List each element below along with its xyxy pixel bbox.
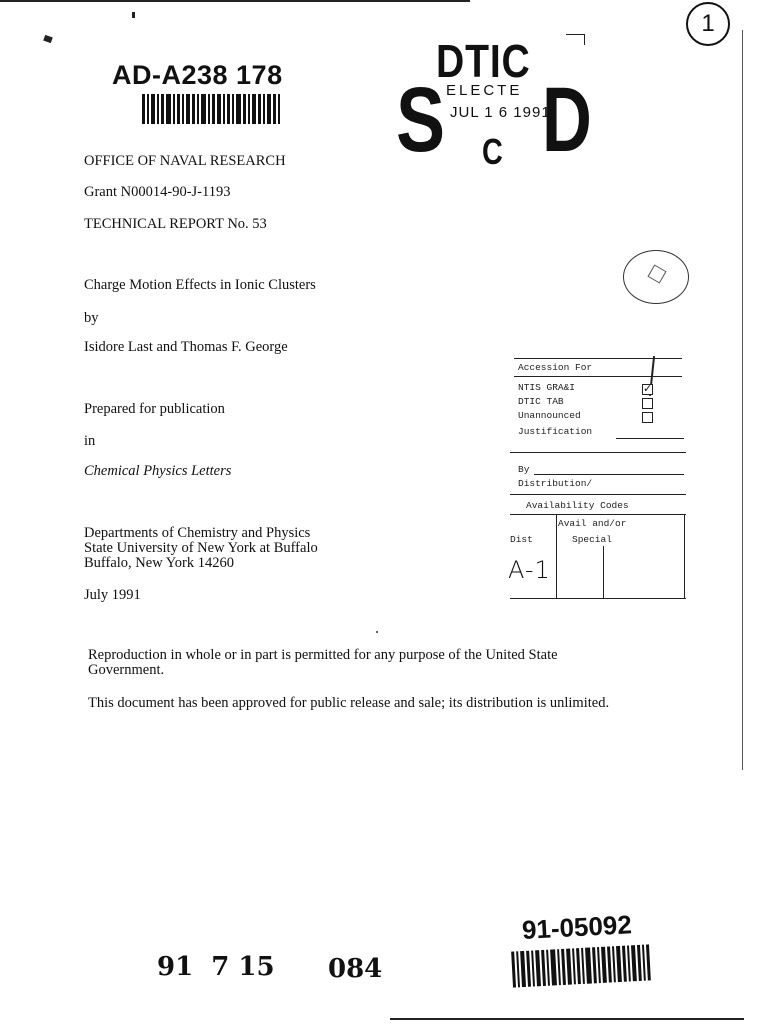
journal-name: Chemical Physics Letters bbox=[84, 463, 232, 479]
affiliation-line-1: Departments of Chemistry and Physics bbox=[84, 525, 311, 541]
form-rule bbox=[510, 452, 686, 453]
scan-mark bbox=[132, 12, 135, 18]
form-rule bbox=[616, 438, 684, 439]
prepared-for: Prepared for publication bbox=[84, 401, 225, 417]
office-name: OFFICE OF NAVAL RESEARCH bbox=[84, 153, 286, 169]
checkbox-unannounced bbox=[642, 412, 653, 423]
form-rule bbox=[514, 376, 682, 377]
form-row-ntis: NTIS GRA&I bbox=[518, 382, 576, 393]
form-special: Special bbox=[572, 534, 612, 545]
in-label: in bbox=[84, 433, 96, 449]
report-title: Charge Motion Effects in Ionic Clusters bbox=[84, 277, 316, 293]
form-row-justification: Justification bbox=[518, 426, 593, 437]
report-number: TECHNICAL REPORT No. 53 bbox=[84, 216, 267, 232]
report-date: July 1991 bbox=[84, 587, 141, 603]
accession-number: AD-A238 178 bbox=[112, 60, 283, 90]
form-distribution: Distribution/ bbox=[518, 478, 593, 489]
checkbox-dtic-tab bbox=[642, 398, 653, 409]
footer-code-left: 91 7 15 bbox=[157, 952, 275, 982]
dtic-title: DTIC bbox=[436, 35, 531, 87]
by-label: by bbox=[84, 310, 99, 326]
seal-mark bbox=[647, 264, 666, 283]
dtic-letter-s: S bbox=[396, 69, 446, 171]
accession-form bbox=[500, 350, 690, 610]
form-title: Accession For bbox=[518, 362, 593, 373]
form-avail-and-or: Avail and/or bbox=[558, 518, 627, 529]
distribution-notice: This document has been approved for public release and sale; its distribution is unlimited. bbox=[88, 695, 610, 711]
dtic-letter-d: D bbox=[542, 69, 592, 171]
reproduction-notice: Reproduction in whole or in part is permitted for any purpose of the United State Government. bbox=[88, 647, 558, 679]
form-row-dtic-tab: DTIC TAB bbox=[518, 396, 564, 407]
authors: Isidore Last and Thomas F. George bbox=[84, 339, 288, 355]
accession-barcode bbox=[142, 94, 280, 124]
form-column-rule bbox=[556, 514, 557, 598]
right-margin-line bbox=[742, 30, 743, 770]
dtic-stamp bbox=[396, 34, 596, 184]
dtic-letter-c: C bbox=[482, 131, 503, 172]
stamp-corner-mark bbox=[566, 34, 585, 45]
scan-mark bbox=[43, 35, 53, 43]
dtic-date: JUL 1 6 1991 bbox=[450, 104, 551, 121]
affiliation-line-3: Buffalo, New York 14260 bbox=[84, 555, 234, 571]
form-rule bbox=[514, 358, 682, 359]
form-handwritten-code: A-1 bbox=[508, 556, 551, 584]
top-rule bbox=[0, 0, 470, 2]
grant-number: Grant N00014-90-J-1193 bbox=[84, 184, 231, 200]
form-rule bbox=[510, 598, 686, 599]
form-rule bbox=[534, 474, 684, 475]
dtic-status: ELECTE bbox=[446, 82, 523, 99]
form-column-rule bbox=[684, 514, 685, 598]
form-row-unannounced: Unannounced bbox=[518, 410, 581, 421]
checkmark-icon: ✓ bbox=[643, 382, 653, 395]
form-rule bbox=[510, 494, 686, 495]
form-by: By bbox=[518, 464, 530, 475]
footer-code-right: 91-05092 bbox=[521, 909, 633, 945]
scan-mark bbox=[376, 631, 378, 633]
footer-barcode bbox=[511, 944, 651, 987]
affiliation-line-2: State University of New York at Buffalo bbox=[84, 540, 318, 556]
page-number: 1 bbox=[701, 10, 715, 37]
form-rule bbox=[510, 514, 686, 515]
form-availability-codes: Availability Codes bbox=[526, 500, 629, 511]
form-column-rule bbox=[603, 546, 604, 598]
page-number-circle bbox=[686, 2, 730, 46]
inspection-seal bbox=[623, 250, 689, 304]
form-dist: Dist bbox=[510, 534, 533, 545]
footer-code-mid: 084 bbox=[328, 954, 383, 984]
bottom-rule bbox=[390, 1018, 744, 1020]
